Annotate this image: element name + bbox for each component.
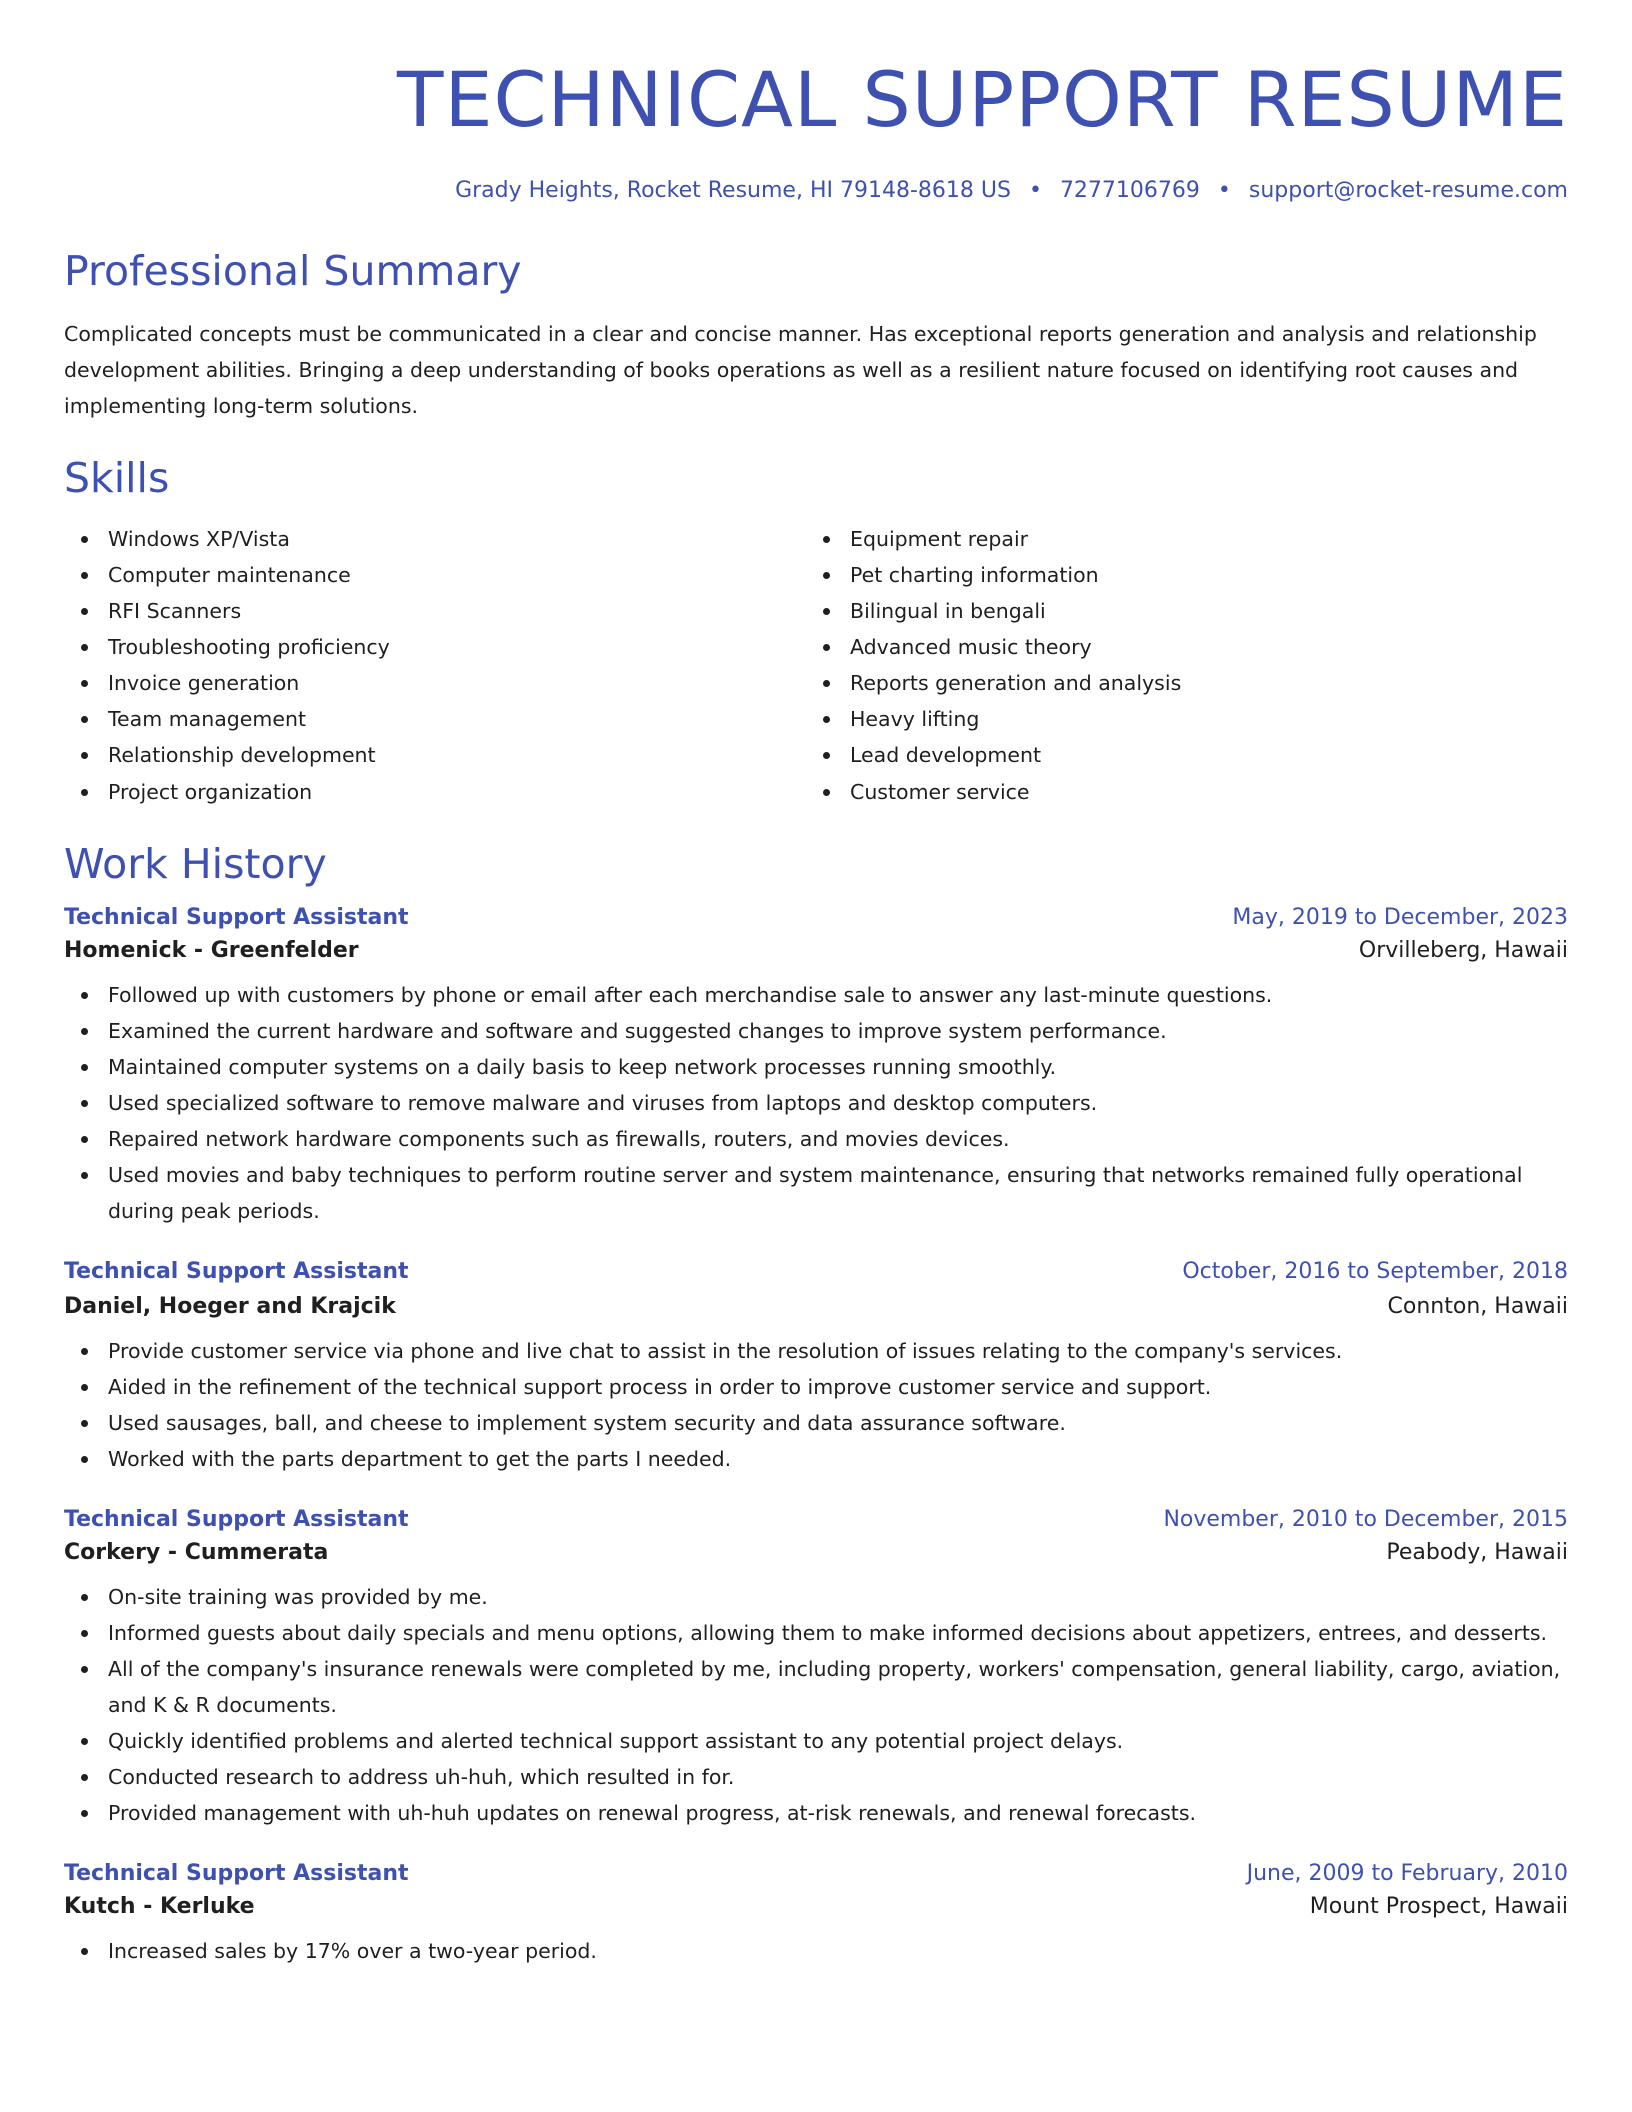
separator-dot: • (1217, 178, 1231, 203)
job-bullet: Followed up with customers by phone or email after each merchandise sale to answer any last-minute questions. (64, 977, 1568, 1013)
job-title: Technical Support Assistant (64, 1259, 409, 1285)
job-location: Orvilleberg, Hawaii (1358, 938, 1568, 964)
contact-phone: 7277106769 (1059, 178, 1200, 203)
skill-item: Equipment repair (806, 521, 1548, 557)
work-history-heading: Work History (64, 840, 327, 889)
job-company: Homenick - Greenfelder (64, 938, 359, 964)
skills-column-right (806, 521, 1548, 810)
job-bullet: All of the company's insurance renewals were completed by me, including property, workers' compensation, general liability, cargo, aviation, and K & R documents. (64, 1651, 1568, 1723)
job-location: Connton, Hawaii (1387, 1294, 1568, 1320)
job-dates: November, 2010 to December, 2015 (1163, 1507, 1568, 1533)
job-bullet: Used sausages, ball, and cheese to implement system security and data assurance software. (64, 1405, 1568, 1441)
separator-dot: • (1028, 178, 1042, 203)
summary-heading: Professional Summary (64, 247, 522, 295)
skill-item: Team management (64, 701, 806, 737)
job-location: Mount Prospect, Hawaii (1309, 1894, 1568, 1920)
job-bullet: Provided management with uh-huh updates on renewal progress, at-risk renewals, and renewal forecasts. (64, 1795, 1568, 1831)
skill-item: Customer service (806, 774, 1548, 810)
job-title: Technical Support Assistant (64, 1507, 409, 1533)
job-bullet: Provide customer service via phone and live chat to assist in the resolution of issues relating to the company's services. (64, 1333, 1568, 1369)
contact-email: support@rocket-resume.com (1248, 178, 1568, 203)
skill-item: Heavy lifting (806, 701, 1548, 737)
job-entry (64, 1259, 1568, 1477)
resume-header (64, 0, 1568, 203)
job-entry (64, 1507, 1568, 1831)
skill-item: RFI Scanners (64, 593, 806, 629)
skill-item: Reports generation and analysis (806, 665, 1548, 701)
skill-item: Relationship development (64, 737, 806, 773)
skill-item: Windows XP/Vista (64, 521, 806, 557)
job-bullet: Aided in the refinement of the technical support process in order to improve customer service and support. (64, 1369, 1568, 1405)
job-bullets (64, 1933, 1568, 1969)
job-bullet: Increased sales by 17% over a two-year period. (64, 1933, 1568, 1969)
job-bullet: Quickly identified problems and alerted technical support assistant to any potential project delays. (64, 1723, 1568, 1759)
job-title: Technical Support Assistant (64, 905, 409, 931)
skill-item: Invoice generation (64, 665, 806, 701)
job-company: Daniel, Hoeger and Krajcik (64, 1294, 396, 1320)
job-location: Peabody, Hawaii (1386, 1540, 1568, 1566)
contact-line (64, 178, 1568, 203)
contact-address: Grady Heights, Rocket Resume, HI 79148-8618 US (455, 178, 1011, 203)
job-title-row (64, 1259, 1568, 1284)
skill-item: Pet charting information (806, 557, 1548, 593)
job-bullet: Repaired network hardware components such as firewalls, routers, and movies devices. (64, 1121, 1568, 1157)
skill-item: Bilingual in bengali (806, 593, 1548, 629)
skills-heading: Skills (64, 454, 170, 503)
skill-item: Troubleshooting proficiency (64, 629, 806, 665)
job-company-row (64, 938, 1568, 963)
job-company-row (64, 1894, 1568, 1919)
job-bullet: Conducted research to address uh-huh, which resulted in for. (64, 1759, 1568, 1795)
job-bullet: Examined the current hardware and software and suggested changes to improve system performance. (64, 1013, 1568, 1049)
job-entry (64, 1861, 1568, 1969)
skill-item: Lead development (806, 737, 1548, 773)
skill-item: Computer maintenance (64, 557, 806, 593)
job-dates: June, 2009 to February, 2010 (1246, 1861, 1568, 1887)
job-bullets (64, 1333, 1568, 1477)
job-company-row (64, 1294, 1568, 1319)
job-bullet: Informed guests about daily specials and menu options, allowing them to make informed decisions about appetizers, entrees, and desserts. (64, 1615, 1568, 1651)
job-title-row (64, 1861, 1568, 1886)
job-bullets (64, 977, 1568, 1229)
skills-column-left (64, 521, 806, 810)
job-bullet: On-site training was provided by me. (64, 1579, 1568, 1615)
job-title-row (64, 905, 1568, 930)
job-company: Corkery - Cummerata (64, 1540, 329, 1566)
skill-item: Project organization (64, 774, 806, 810)
job-bullets (64, 1579, 1568, 1831)
job-bullet: Used movies and baby techniques to perform routine server and system maintenance, ensuring that networks remained fully operational during peak periods. (64, 1157, 1568, 1229)
job-company-row (64, 1540, 1568, 1565)
resume-title: TECHNICAL SUPPORT RESUME (397, 55, 1568, 144)
job-dates: May, 2019 to December, 2023 (1232, 905, 1568, 931)
job-entry (64, 905, 1568, 1229)
skill-item: Advanced music theory (806, 629, 1548, 665)
skills-grid (64, 521, 1568, 810)
job-title-row (64, 1507, 1568, 1532)
job-title: Technical Support Assistant (64, 1861, 409, 1887)
job-bullet: Used specialized software to remove malware and viruses from laptops and desktop computers. (64, 1085, 1568, 1121)
job-bullet: Worked with the parts department to get the parts I needed. (64, 1441, 1568, 1477)
job-company: Kutch - Kerluke (64, 1894, 255, 1920)
summary-text: Complicated concepts must be communicated in a clear and concise manner. Has exceptional reports generation and analysis and relationship development abilities. Bringing a deep understanding of books operations as well as a resilient nature focused on identifying root causes and implementing long-term solutions. (64, 322, 1537, 419)
job-dates: October, 2016 to September, 2018 (1182, 1259, 1568, 1285)
job-bullet: Maintained computer systems on a daily basis to keep network processes running smoothly. (64, 1049, 1568, 1085)
